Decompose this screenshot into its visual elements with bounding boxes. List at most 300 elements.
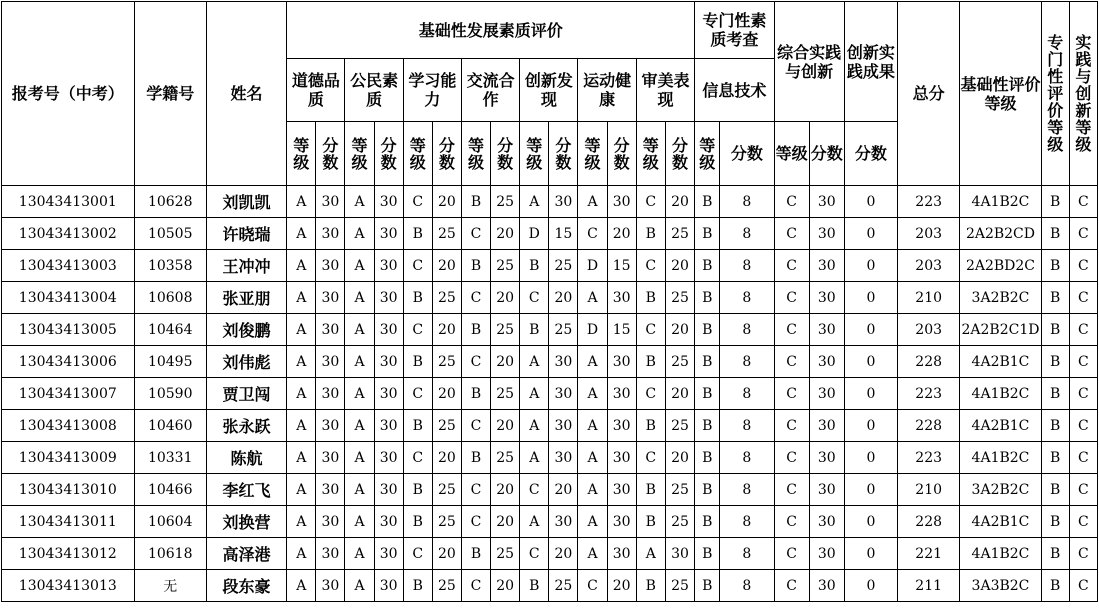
cell-grade: C	[520, 282, 549, 314]
cell-name: 贾卫闯	[206, 378, 286, 410]
cell-grade: A	[287, 250, 316, 282]
cell-score: 30	[374, 474, 403, 506]
cell-score: 30	[374, 218, 403, 250]
cell-grade: A	[287, 474, 316, 506]
subheader-score: 分数	[432, 122, 461, 186]
table-row	[2, 282, 1098, 314]
header-basic-group: 基础性发展素质评价	[287, 2, 695, 59]
cell-score: 25	[665, 570, 694, 602]
cell-basic-level: 4A2B1C	[960, 506, 1041, 538]
cell-grade: B	[636, 282, 665, 314]
cell-comp-score: 30	[809, 250, 844, 282]
cell-comp-score: 30	[809, 442, 844, 474]
cell-name: 刘伟彪	[206, 346, 286, 378]
subheader-score: 分数	[607, 122, 636, 186]
cell-grade: D	[578, 314, 607, 346]
subheader-score: 分数	[491, 122, 520, 186]
cell-innovation-score: 0	[844, 442, 897, 474]
cell-grade: B	[461, 378, 490, 410]
cell-student-no: 10628	[134, 186, 206, 218]
cell-it-grade: B	[695, 186, 720, 218]
subheader-grade: 等级	[403, 122, 432, 186]
cell-score: 25	[549, 570, 578, 602]
cell-score: 30	[607, 474, 636, 506]
subheader-score: 分数	[374, 122, 403, 186]
table-row	[2, 378, 1098, 410]
cell-comp-grade: C	[774, 218, 809, 250]
subheader-score: 分数	[844, 122, 897, 186]
header-special-level: 专门性评价等级	[1041, 2, 1069, 186]
cell-grade: C	[461, 570, 490, 602]
cell-grade: A	[578, 282, 607, 314]
cell-it-score: 8	[720, 378, 774, 410]
cell-grade: B	[636, 570, 665, 602]
cell-practice-level: C	[1069, 186, 1097, 218]
cell-score: 30	[549, 378, 578, 410]
cell-grade: A	[578, 378, 607, 410]
cell-score: 30	[549, 186, 578, 218]
cell-grade: B	[636, 474, 665, 506]
cell-score: 30	[549, 506, 578, 538]
cell-total: 203	[898, 250, 960, 282]
cell-practice-level: C	[1069, 410, 1097, 442]
cell-basic-level: 3A3B2C	[960, 570, 1041, 602]
cell-score: 15	[607, 250, 636, 282]
cell-exam-id: 13043413004	[2, 282, 135, 314]
cell-basic-level: 2A2BD2C	[960, 250, 1041, 282]
cell-score: 25	[491, 186, 520, 218]
cell-score: 30	[374, 570, 403, 602]
cell-grade: B	[403, 410, 432, 442]
cell-comp-grade: C	[774, 442, 809, 474]
cell-practice-level: C	[1069, 218, 1097, 250]
cell-innovation-score: 0	[844, 250, 897, 282]
cell-total: 221	[898, 538, 960, 570]
header-student-no: 学籍号	[134, 2, 206, 186]
cell-student-no: 10358	[134, 250, 206, 282]
cell-score: 25	[491, 378, 520, 410]
cell-score: 30	[374, 186, 403, 218]
cell-innovation-score: 0	[844, 282, 897, 314]
cell-student-no: 10604	[134, 506, 206, 538]
cell-score: 25	[665, 410, 694, 442]
cell-score: 25	[432, 506, 461, 538]
cell-score: 30	[374, 538, 403, 570]
cell-innovation-score: 0	[844, 186, 897, 218]
cell-score: 30	[607, 346, 636, 378]
cell-practice-level: C	[1069, 378, 1097, 410]
cell-score: 30	[607, 186, 636, 218]
cell-grade: A	[345, 506, 374, 538]
cell-score: 30	[607, 506, 636, 538]
cell-score: 25	[665, 506, 694, 538]
cell-basic-level: 2A2B2C1D	[960, 314, 1041, 346]
cell-grade: C	[403, 186, 432, 218]
cell-practice-level: C	[1069, 570, 1097, 602]
cell-exam-id: 13043413002	[2, 218, 135, 250]
subheader-score: 分数	[549, 122, 578, 186]
cell-grade: A	[578, 506, 607, 538]
subheader-grade: 等级	[774, 122, 809, 186]
cell-grade: B	[403, 474, 432, 506]
cell-innovation-score: 0	[844, 218, 897, 250]
cell-grade: A	[287, 282, 316, 314]
table-row	[2, 570, 1098, 602]
cell-name: 王冲冲	[206, 250, 286, 282]
cell-score: 25	[491, 538, 520, 570]
cell-special-level: B	[1041, 442, 1069, 474]
cell-student-no: 10466	[134, 474, 206, 506]
cell-innovation-score: 0	[844, 538, 897, 570]
cell-grade: A	[520, 186, 549, 218]
table-row	[2, 186, 1098, 218]
cell-grade: A	[578, 474, 607, 506]
header-innovation: 创新实践成果	[844, 2, 897, 122]
table-row	[2, 538, 1098, 570]
cell-practice-level: C	[1069, 538, 1097, 570]
cell-grade: A	[520, 506, 549, 538]
cell-it-score: 8	[720, 538, 774, 570]
table-row	[2, 218, 1098, 250]
header-subject-innovation: 创新发现	[520, 59, 578, 122]
cell-grade: B	[403, 218, 432, 250]
cell-name: 刘俊鹏	[206, 314, 286, 346]
cell-basic-level: 4A1B2C	[960, 186, 1041, 218]
cell-score: 20	[491, 570, 520, 602]
cell-grade: C	[636, 186, 665, 218]
cell-grade: B	[461, 538, 490, 570]
cell-student-no: 无	[134, 570, 206, 602]
cell-score: 30	[607, 282, 636, 314]
cell-student-no: 10590	[134, 378, 206, 410]
cell-special-level: B	[1041, 218, 1069, 250]
cell-grade: A	[287, 186, 316, 218]
cell-score: 30	[316, 474, 345, 506]
cell-total: 223	[898, 442, 960, 474]
cell-grade: C	[461, 474, 490, 506]
cell-score: 15	[549, 218, 578, 250]
cell-grade: A	[287, 410, 316, 442]
cell-grade: B	[520, 570, 549, 602]
subheader-grade: 等级	[636, 122, 665, 186]
cell-comp-grade: C	[774, 314, 809, 346]
cell-grade: A	[345, 570, 374, 602]
cell-grade: A	[345, 378, 374, 410]
cell-grade: A	[345, 442, 374, 474]
cell-grade: C	[578, 218, 607, 250]
cell-grade: B	[461, 442, 490, 474]
cell-total: 210	[898, 474, 960, 506]
cell-basic-level: 4A2B1C	[960, 346, 1041, 378]
cell-grade: C	[461, 410, 490, 442]
cell-grade: C	[461, 506, 490, 538]
cell-grade: B	[403, 346, 432, 378]
cell-it-grade: B	[695, 346, 720, 378]
cell-score: 25	[549, 250, 578, 282]
cell-grade: C	[636, 250, 665, 282]
cell-name: 高泽港	[206, 538, 286, 570]
cell-exam-id: 13043413005	[2, 314, 135, 346]
cell-grade: B	[461, 314, 490, 346]
cell-student-no: 10618	[134, 538, 206, 570]
cell-comp-grade: C	[774, 250, 809, 282]
header-practice-level: 实践与创新等级	[1069, 2, 1097, 186]
table-row	[2, 346, 1098, 378]
cell-exam-id: 13043413003	[2, 250, 135, 282]
cell-grade: B	[636, 218, 665, 250]
cell-grade: A	[345, 538, 374, 570]
cell-score: 20	[665, 250, 694, 282]
cell-practice-level: C	[1069, 442, 1097, 474]
cell-it-grade: B	[695, 442, 720, 474]
cell-student-no: 10464	[134, 314, 206, 346]
table-header	[2, 2, 1098, 186]
cell-score: 30	[316, 314, 345, 346]
table-row	[2, 410, 1098, 442]
cell-score: 20	[432, 186, 461, 218]
header-special-group: 专门性素质考查	[695, 2, 774, 59]
cell-score: 30	[316, 410, 345, 442]
cell-it-score: 8	[720, 506, 774, 538]
cell-name: 许晓瑞	[206, 218, 286, 250]
cell-comp-score: 30	[809, 186, 844, 218]
cell-grade: C	[636, 314, 665, 346]
cell-exam-id: 13043413011	[2, 506, 135, 538]
cell-grade: A	[287, 218, 316, 250]
cell-score: 20	[665, 442, 694, 474]
cell-it-grade: B	[695, 218, 720, 250]
cell-score: 30	[374, 282, 403, 314]
cell-special-level: B	[1041, 250, 1069, 282]
cell-name: 段东豪	[206, 570, 286, 602]
cell-grade: A	[287, 378, 316, 410]
cell-it-grade: B	[695, 570, 720, 602]
cell-it-score: 8	[720, 314, 774, 346]
cell-grade: A	[287, 442, 316, 474]
cell-it-grade: B	[695, 410, 720, 442]
subheader-score: 分数	[809, 122, 844, 186]
cell-score: 30	[374, 346, 403, 378]
cell-special-level: B	[1041, 570, 1069, 602]
header-subject-aesthetic: 审美表现	[636, 59, 694, 122]
cell-grade: B	[520, 314, 549, 346]
cell-it-score: 8	[720, 282, 774, 314]
cell-it-grade: B	[695, 538, 720, 570]
cell-grade: A	[578, 186, 607, 218]
cell-score: 30	[549, 410, 578, 442]
cell-grade: D	[520, 218, 549, 250]
cell-total: 223	[898, 378, 960, 410]
cell-total: 228	[898, 410, 960, 442]
cell-special-level: B	[1041, 410, 1069, 442]
cell-score: 30	[607, 410, 636, 442]
cell-score: 25	[432, 346, 461, 378]
cell-comp-score: 30	[809, 410, 844, 442]
cell-grade: A	[345, 250, 374, 282]
cell-score: 20	[491, 506, 520, 538]
cell-comp-score: 30	[809, 346, 844, 378]
cell-name: 李红飞	[206, 474, 286, 506]
cell-score: 30	[316, 442, 345, 474]
cell-grade: B	[461, 186, 490, 218]
cell-score: 20	[491, 410, 520, 442]
cell-special-level: B	[1041, 314, 1069, 346]
cell-score: 30	[549, 346, 578, 378]
cell-practice-level: C	[1069, 314, 1097, 346]
cell-score: 30	[316, 218, 345, 250]
table-row	[2, 442, 1098, 474]
cell-grade: A	[345, 474, 374, 506]
subheader-grade: 等级	[520, 122, 549, 186]
cell-grade: A	[345, 282, 374, 314]
cell-basic-level: 4A1B2C	[960, 442, 1041, 474]
cell-grade: C	[403, 250, 432, 282]
cell-practice-level: C	[1069, 346, 1097, 378]
cell-comp-grade: C	[774, 378, 809, 410]
cell-comp-grade: C	[774, 474, 809, 506]
cell-total: 228	[898, 506, 960, 538]
cell-grade: A	[287, 570, 316, 602]
cell-score: 20	[665, 186, 694, 218]
cell-score: 30	[607, 378, 636, 410]
cell-grade: A	[287, 506, 316, 538]
cell-grade: A	[578, 538, 607, 570]
cell-basic-level: 3A2B2C	[960, 282, 1041, 314]
cell-score: 25	[432, 218, 461, 250]
cell-it-grade: B	[695, 506, 720, 538]
subheader-grade: 等级	[345, 122, 374, 186]
subheader-grade: 等级	[461, 122, 490, 186]
cell-grade: D	[578, 250, 607, 282]
cell-total: 203	[898, 314, 960, 346]
cell-it-score: 8	[720, 218, 774, 250]
cell-score: 20	[549, 282, 578, 314]
cell-score: 30	[316, 506, 345, 538]
cell-it-grade: B	[695, 314, 720, 346]
cell-grade: C	[461, 346, 490, 378]
cell-comp-grade: C	[774, 282, 809, 314]
cell-special-level: B	[1041, 474, 1069, 506]
cell-comp-score: 30	[809, 570, 844, 602]
cell-score: 30	[316, 346, 345, 378]
cell-score: 20	[607, 570, 636, 602]
cell-score: 30	[374, 506, 403, 538]
cell-student-no: 10505	[134, 218, 206, 250]
cell-name: 张亚朋	[206, 282, 286, 314]
cell-score: 25	[491, 250, 520, 282]
cell-basic-level: 3A2B2C	[960, 474, 1041, 506]
table-row	[2, 314, 1098, 346]
table-row	[2, 474, 1098, 506]
subheader-score: 分数	[665, 122, 694, 186]
cell-score: 20	[432, 314, 461, 346]
cell-grade: C	[636, 378, 665, 410]
subheader-grade: 等级	[695, 122, 720, 186]
cell-exam-id: 13043413013	[2, 570, 135, 602]
cell-score: 25	[665, 218, 694, 250]
cell-comp-score: 30	[809, 282, 844, 314]
cell-grade: B	[403, 506, 432, 538]
header-basic-level: 基础性评价等级	[960, 2, 1041, 186]
cell-practice-level: C	[1069, 506, 1097, 538]
cell-score: 20	[432, 538, 461, 570]
header-subject-moral: 道德品质	[287, 59, 345, 122]
cell-comp-grade: C	[774, 346, 809, 378]
header-subject-health: 运动健康	[578, 59, 636, 122]
cell-comp-score: 30	[809, 506, 844, 538]
evaluation-table	[1, 1, 1098, 602]
cell-grade: A	[345, 218, 374, 250]
cell-it-grade: B	[695, 250, 720, 282]
cell-special-level: B	[1041, 346, 1069, 378]
cell-grade: B	[520, 250, 549, 282]
cell-grade: C	[636, 442, 665, 474]
cell-exam-id: 13043413012	[2, 538, 135, 570]
cell-comp-score: 30	[809, 474, 844, 506]
cell-score: 30	[316, 378, 345, 410]
cell-practice-level: C	[1069, 282, 1097, 314]
cell-innovation-score: 0	[844, 570, 897, 602]
cell-innovation-score: 0	[844, 314, 897, 346]
header-subject-cooperation: 交流合作	[461, 59, 519, 122]
header-name: 姓名	[206, 2, 286, 186]
cell-grade: A	[287, 346, 316, 378]
cell-name: 刘凯凯	[206, 186, 286, 218]
cell-grade: A	[578, 442, 607, 474]
header-total: 总分	[898, 2, 960, 186]
cell-student-no: 10331	[134, 442, 206, 474]
cell-total: 210	[898, 282, 960, 314]
cell-score: 20	[549, 538, 578, 570]
cell-score: 30	[607, 538, 636, 570]
cell-grade: A	[345, 410, 374, 442]
subheader-grade: 等级	[578, 122, 607, 186]
cell-basic-level: 4A2B1C	[960, 410, 1041, 442]
cell-grade: A	[345, 186, 374, 218]
cell-grade: A	[636, 538, 665, 570]
cell-score: 30	[316, 538, 345, 570]
cell-grade: C	[403, 314, 432, 346]
cell-score: 30	[316, 250, 345, 282]
cell-innovation-score: 0	[844, 474, 897, 506]
cell-grade: A	[578, 346, 607, 378]
header-comprehensive: 综合实践与创新	[774, 2, 844, 122]
cell-grade: A	[287, 538, 316, 570]
cell-comp-grade: C	[774, 538, 809, 570]
cell-innovation-score: 0	[844, 410, 897, 442]
table-body	[2, 186, 1098, 602]
subheader-score: 分数	[720, 122, 774, 186]
cell-grade: C	[461, 218, 490, 250]
cell-grade: A	[520, 346, 549, 378]
cell-score: 30	[665, 538, 694, 570]
cell-total: 223	[898, 186, 960, 218]
cell-grade: C	[403, 442, 432, 474]
cell-total: 228	[898, 346, 960, 378]
cell-grade: C	[403, 378, 432, 410]
cell-grade: C	[403, 538, 432, 570]
cell-score: 30	[316, 186, 345, 218]
cell-score: 20	[432, 250, 461, 282]
cell-score: 20	[665, 378, 694, 410]
cell-score: 25	[432, 570, 461, 602]
cell-score: 30	[374, 410, 403, 442]
cell-name: 张永跃	[206, 410, 286, 442]
cell-score: 30	[549, 442, 578, 474]
cell-basic-level: 4A1B2C	[960, 538, 1041, 570]
cell-grade: C	[520, 474, 549, 506]
cell-grade: B	[636, 410, 665, 442]
